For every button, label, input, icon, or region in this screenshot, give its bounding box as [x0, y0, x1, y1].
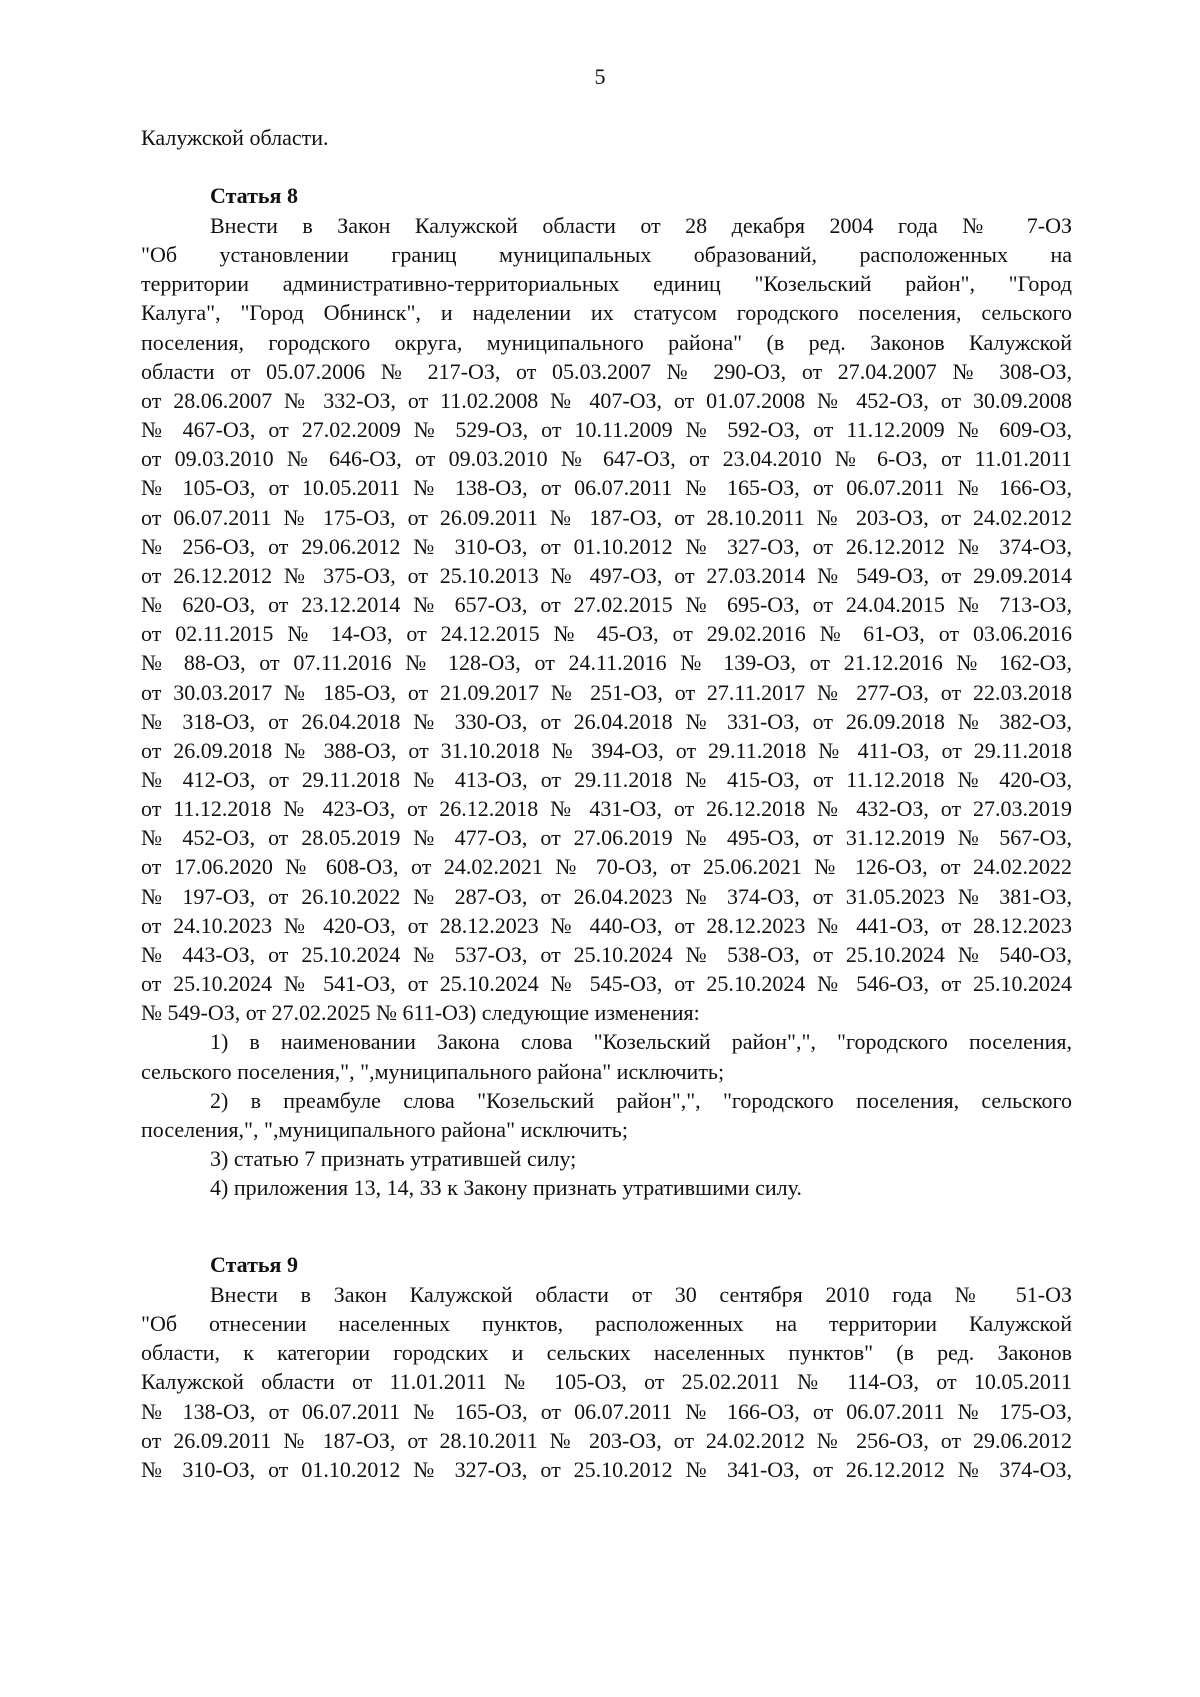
text-line-content: от 26.09.2011 № 187-ОЗ, от 28.10.2011 № 203-ОЗ, от 24.02.2012 № 256-ОЗ, от 29.06.2012 [141, 1427, 1072, 1453]
text-line [141, 1280, 1072, 1309]
text-line [141, 1397, 1072, 1426]
article-title: Статья 9 [210, 1252, 298, 1277]
text-line-content: № 88-ОЗ, от 07.11.2016 № 128-ОЗ, от 24.11.2016 № 139-ОЗ, от 21.12.2016 № 162-ОЗ, [141, 650, 1072, 676]
text-line-content: № 620-ОЗ, от 23.12.2014 № 657-ОЗ, от 27.02.2015 № 695-ОЗ, от 24.04.2015 № 713-ОЗ, [141, 592, 1072, 618]
text-line [141, 1338, 1072, 1367]
text-line [141, 503, 1072, 532]
text-line-content: от 09.03.2010 № 646-ОЗ, от 09.03.2010 № 647-ОЗ, от 23.04.2010 № 6-ОЗ, от 11.01.2011 [141, 446, 1072, 472]
article-9 [141, 1250, 1072, 1484]
text-line-content: поселения, городского округа, муниципального района" (в ред. Законов Калужской [141, 329, 1072, 355]
list-item-line [141, 1115, 1072, 1144]
text-line [141, 590, 1072, 619]
text-line-content: от 17.06.2020 № 608-ОЗ, от 24.02.2021 № 70-ОЗ, от 25.06.2021 № 126-ОЗ, от 24.02.2022 [141, 854, 1072, 880]
text-line-content: Внести в Закон Калужской области от 30 сентября 2010 года № 51-ОЗ [210, 1282, 1072, 1307]
text-line-content: № 138-ОЗ, от 06.07.2011 № 165-ОЗ, от 06.07.2011 № 166-ОЗ, от 06.07.2011 № 175-ОЗ, [141, 1398, 1072, 1424]
list-item-text: сельского поселения,", ",муниципального района" исключить; [141, 1058, 725, 1084]
text-line-content: от 06.07.2011 № 175-ОЗ, от 26.09.2011 № 187-ОЗ, от 28.10.2011 № 203-ОЗ, от 24.02.2012 [141, 504, 1072, 530]
text-line-content: от 26.09.2018 № 388-ОЗ, от 31.10.2018 № 394-ОЗ, от 29.11.2018 № 411-ОЗ, от 29.11.2018 [141, 737, 1072, 763]
list-item-line [141, 1027, 1072, 1056]
text-line [141, 1426, 1072, 1455]
text-line [141, 1309, 1072, 1338]
text-line-content: области от 05.07.2006 № 217-ОЗ, от 05.03.2007 № 290-ОЗ, от 27.04.2007 № 308-ОЗ, [141, 358, 1072, 384]
text-line-content: области, к категории городских и сельских населенных пунктов" (в ред. Законов [141, 1340, 1072, 1366]
text-line [141, 328, 1072, 357]
text-line-content: № 549-ОЗ, от 27.02.2025 № 611-ОЗ) следующие изменения: [141, 1000, 700, 1026]
list-item-text: 2) в преамбуле слова "Козельский район",", "городского поселения, сельского [210, 1087, 1072, 1113]
text-line [141, 240, 1072, 269]
article-body [141, 211, 1072, 1027]
text-line [141, 386, 1072, 415]
text-line [141, 707, 1072, 736]
list-item-line [141, 1086, 1072, 1115]
text-line-content: № 310-ОЗ, от 01.10.2012 № 327-ОЗ, от 25.10.2012 № 341-ОЗ, от 26.12.2012 № 374-ОЗ, [141, 1456, 1072, 1482]
text-line [141, 619, 1072, 648]
text-line [141, 678, 1072, 707]
text-line-content: от 28.06.2007 № 332-ОЗ, от 11.02.2008 № 407-ОЗ, от 01.07.2008 № 452-ОЗ, от 30.09.2008 [141, 387, 1072, 413]
list-item-line [141, 1173, 1072, 1202]
text-line-content: Калуга", "Город Обнинск", и наделении их статусом городского поселения, сельского [141, 300, 1072, 326]
text-line-content: территории административно-территориальных единиц "Козельский район", "Город [141, 271, 1072, 297]
list-item-text: 4) приложения 13, 14, 33 к Закону признать утратившими силу. [210, 1175, 802, 1201]
text-line [141, 648, 1072, 677]
text-line-content: № 443-ОЗ, от 25.10.2024 № 537-ОЗ, от 25.10.2024 № 538-ОЗ, от 25.10.2024 № 540-ОЗ, [141, 941, 1072, 967]
text-line [141, 561, 1072, 590]
text-line-content: Калужской области от 11.01.2011 № 105-ОЗ, от 25.02.2011 № 114-ОЗ, от 10.05.2011 [141, 1369, 1072, 1395]
text-line-content: № 318-ОЗ, от 26.04.2018 № 330-ОЗ, от 26.04.2018 № 331-ОЗ, от 26.09.2018 № 382-ОЗ, [141, 708, 1072, 734]
text-line-content: № 412-ОЗ, от 29.11.2018 № 413-ОЗ, от 29.11.2018 № 415-ОЗ, от 11.12.2018 № 420-ОЗ, [141, 766, 1072, 792]
text-line [141, 1455, 1072, 1484]
text-line [141, 940, 1072, 969]
text-line-content: № 452-ОЗ, от 28.05.2019 № 477-ОЗ, от 27.06.2019 № 495-ОЗ, от 31.12.2019 № 567-ОЗ, [141, 825, 1072, 851]
text-line-content: № 105-ОЗ, от 10.05.2011 № 138-ОЗ, от 06.07.2011 № 165-ОЗ, от 06.07.2011 № 166-ОЗ, [141, 475, 1072, 501]
article-body [141, 1280, 1072, 1484]
text-line [141, 415, 1072, 444]
text-line [141, 473, 1072, 502]
text-line [141, 532, 1072, 561]
text-line [141, 444, 1072, 473]
text-line [141, 852, 1072, 881]
list-item-text: поселения,", ",муниципального района" исключить; [141, 1116, 628, 1142]
text-line [141, 357, 1072, 386]
continuation-text: Калужской области. [141, 125, 329, 150]
article-title: Статья 8 [210, 183, 298, 208]
text-line [141, 969, 1072, 998]
text-line [141, 736, 1072, 765]
text-line [141, 211, 1072, 240]
text-line [141, 765, 1072, 794]
text-line-content: № 256-ОЗ, от 29.06.2012 № 310-ОЗ, от 01.10.2012 № 327-ОЗ, от 26.12.2012 № 374-ОЗ, [141, 533, 1072, 559]
list-item-text: 3) статью 7 признать утратившей силу; [210, 1146, 577, 1171]
text-line [141, 1367, 1072, 1396]
text-line-content: "Об отнесении населенных пунктов, расположенных на территории Калужской [141, 1311, 1072, 1337]
text-line-content: № 467-ОЗ, от 27.02.2009 № 529-ОЗ, от 10.11.2009 № 592-ОЗ, от 11.12.2009 № 609-ОЗ, [141, 417, 1072, 443]
text-line [141, 298, 1072, 327]
text-line-content: Внести в Закон Калужской области от 28 декабря 2004 года № 7-ОЗ [210, 213, 1072, 238]
text-line [141, 882, 1072, 911]
page-number: 5 [594, 64, 606, 89]
text-line-content: от 02.11.2015 № 14-ОЗ, от 24.12.2015 № 45-ОЗ, от 29.02.2016 № 61-ОЗ, от 03.06.2016 [141, 621, 1072, 647]
text-line [141, 823, 1072, 852]
text-line-content: от 25.10.2024 № 541-ОЗ, от 25.10.2024 № 545-ОЗ, от 25.10.2024 № 546-ОЗ, от 25.10.2024 [141, 971, 1072, 997]
text-line [141, 269, 1072, 298]
text-line-content: № 197-ОЗ, от 26.10.2022 № 287-ОЗ, от 26.04.2023 № 374-ОЗ, от 31.05.2023 № 381-ОЗ, [141, 883, 1072, 909]
list-item-line [141, 1057, 1072, 1086]
article-items [141, 1027, 1072, 1202]
list-item-text: 1) в наименовании Закона слова "Козельский район",", "городского поселения, [210, 1029, 1072, 1055]
text-line [141, 911, 1072, 940]
text-line-content: от 11.12.2018 № 423-ОЗ, от 26.12.2018 № 431-ОЗ, от 26.12.2018 № 432-ОЗ, от 27.03.2019 [141, 796, 1072, 822]
text-line-content: от 24.10.2023 № 420-ОЗ, от 28.12.2023 № 440-ОЗ, от 28.12.2023 № 441-ОЗ, от 28.12.2023 [141, 912, 1072, 938]
text-line [141, 998, 1072, 1027]
text-line-content: от 30.03.2017 № 185-ОЗ, от 21.09.2017 № 251-ОЗ, от 27.11.2017 № 277-ОЗ, от 22.03.2018 [141, 679, 1072, 705]
text-line-content: "Об установлении границ муниципальных образований, расположенных на [141, 242, 1072, 268]
list-item-line [141, 1144, 1072, 1173]
text-line [141, 794, 1072, 823]
article-8 [141, 181, 1072, 1202]
text-line-content: от 26.12.2012 № 375-ОЗ, от 25.10.2013 № 497-ОЗ, от 27.03.2014 № 549-ОЗ, от 29.09.2014 [141, 562, 1072, 588]
